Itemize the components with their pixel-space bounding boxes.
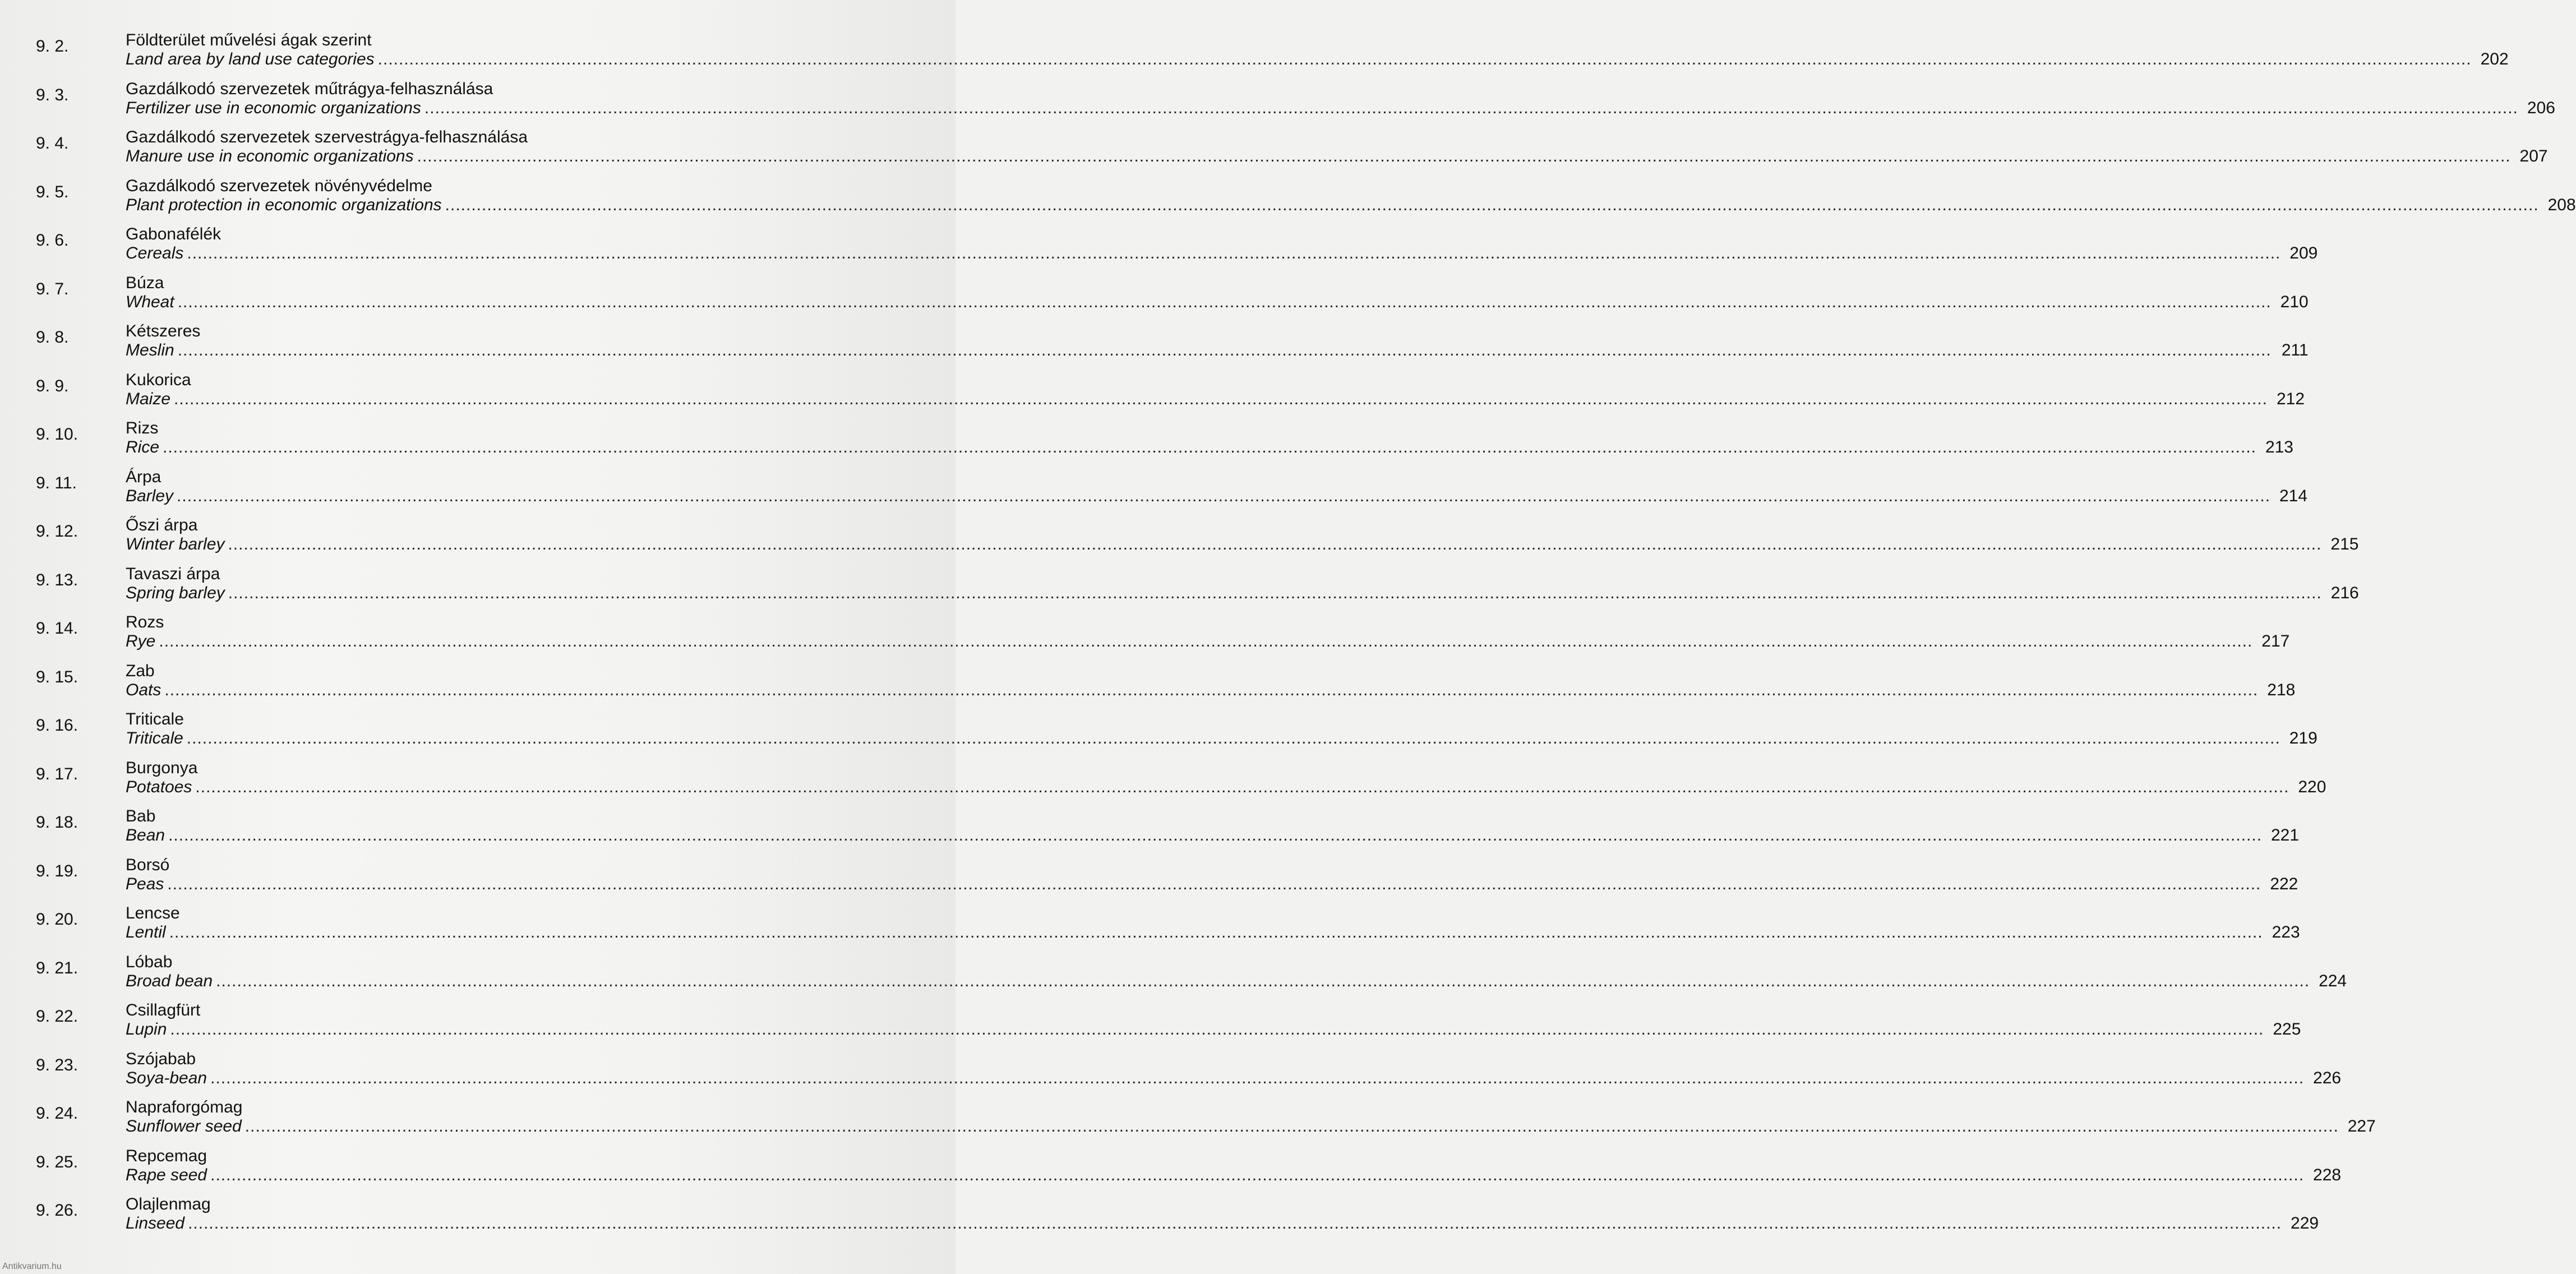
toc-entry-title-hungarian: Rizs [126, 419, 159, 437]
toc-entry [36, 659, 2296, 708]
toc-entry-page-number: 210 [2280, 292, 2309, 311]
toc-entry [36, 319, 2309, 368]
toc-entry-title-english: Fertilizer use in economic organizations [126, 98, 421, 117]
toc-entry-title-hungarian: Csillagfürt [126, 1001, 201, 1019]
toc-entry-page-number: 209 [2289, 244, 2318, 262]
toc-entry-title-hungarian: Lencse [126, 904, 180, 922]
toc-entry-title-hungarian: Triticale [126, 710, 184, 728]
toc-entry-title-hungarian: Lóbab [126, 952, 173, 971]
toc-entry-page-number: 212 [2276, 389, 2305, 408]
toc-entry-english-line [126, 971, 2347, 991]
dot-leader: ................................................................................................................................................................................................................................................................................................................................................................................................................ [187, 244, 2281, 262]
dot-leader: ................................................................................................................................................................................................................................................................................................................................................................................................................ [159, 632, 2253, 650]
toc-entry-english-line [126, 680, 2296, 700]
toc-entry-english-line [126, 583, 2359, 603]
toc-entry-title-english: Wheat [126, 292, 174, 311]
toc-entry-english-line [126, 1213, 2319, 1234]
toc-entry-title-english: Meslin [126, 341, 174, 359]
dot-leader: ................................................................................................................................................................................................................................................................................................................................................................................................................ [186, 729, 2280, 747]
toc-entry-page-number: 221 [2271, 826, 2300, 844]
toc-entry-title-hungarian: Olajlenmag [126, 1195, 211, 1213]
toc-entry-english-line [126, 389, 2305, 409]
toc-entry-english-line [126, 98, 2555, 118]
toc-entry-page-number: 216 [2330, 583, 2359, 602]
dot-leader: ................................................................................................................................................................................................................................................................................................................................................................................................................ [417, 147, 2511, 165]
toc-entry-page-number: 207 [2519, 147, 2548, 165]
toc-entry-english-line [126, 340, 2309, 361]
toc-entry-title-hungarian: Gazdálkodó szervezetek növényvédelme [126, 176, 432, 195]
toc-entry-english-line [126, 243, 2318, 264]
dot-leader: ................................................................................................................................................................................................................................................................................................................................................................................................................ [170, 1020, 2264, 1038]
toc-entry-title-english: Land area by land use categories [126, 50, 375, 68]
toc-entry-english-line [126, 874, 2298, 894]
toc-entry-english-line [126, 437, 2293, 458]
toc-entry-title-hungarian: Burgonya [126, 758, 198, 777]
toc-entry [36, 998, 2301, 1047]
toc-entry-english-line [126, 777, 2326, 797]
dot-leader: ................................................................................................................................................................................................................................................................................................................................................................................................................ [177, 486, 2271, 505]
toc-entry [36, 1047, 2342, 1096]
toc-entry-number: 9. 2. [36, 37, 69, 56]
toc-entry [36, 901, 2300, 950]
toc-entry-title-hungarian: Repcemag [126, 1146, 207, 1165]
toc-entry-title-english: Manure use in economic organizations [126, 147, 414, 165]
dot-leader: ................................................................................................................................................................................................................................................................................................................................................................................................................ [216, 971, 2310, 990]
toc-entry-english-line [126, 534, 2359, 555]
toc-entry-title-hungarian: Bab [126, 807, 156, 825]
toc-entry-number: 9. 23. [36, 1055, 79, 1074]
toc-entry [36, 28, 2509, 77]
toc-entry-number: 9. 14. [36, 619, 79, 638]
dot-leader: ................................................................................................................................................................................................................................................................................................................................................................................................................ [210, 1165, 2305, 1184]
dot-leader: ................................................................................................................................................................................................................................................................................................................................................................................................................ [244, 1117, 2339, 1135]
toc-entry-title-hungarian: Szójabab [126, 1049, 196, 1068]
toc-entry-page-number: 215 [2330, 535, 2359, 553]
toc-entry-number: 9. 11. [36, 473, 77, 492]
toc-entry-title-english: Spring barley [126, 583, 225, 602]
toc-entry-english-line [126, 1068, 2342, 1088]
toc-entry-page-number: 211 [2281, 341, 2309, 359]
toc-entry-number: 9. 5. [36, 182, 69, 201]
toc-entry-english-line [126, 1019, 2301, 1040]
toc-entry-title-english: Broad bean [126, 971, 213, 990]
toc-entry-title-english: Rape seed [126, 1165, 207, 1184]
toc-entry-english-line [126, 486, 2308, 506]
toc-entry-page-number: 225 [2273, 1020, 2301, 1038]
toc-entry [36, 950, 2347, 999]
toc-entry-page-number: 223 [2272, 923, 2300, 941]
toc-entry-title-english: Bean [126, 826, 165, 844]
toc-entry-english-line [126, 195, 2576, 215]
toc-entry-title-hungarian: Tavaszi árpa [126, 564, 220, 583]
toc-entry [36, 77, 2555, 126]
toc-entry-page-number: 218 [2267, 680, 2296, 699]
toc-entry [36, 368, 2305, 417]
toc-entry-number: 9. 18. [36, 813, 79, 832]
toc-entry-title-hungarian: Földterület művelési ágak szerint [126, 31, 372, 49]
toc-entry-number: 9. 15. [36, 667, 79, 686]
toc-entry-title-english: Oats [126, 680, 161, 699]
table-of-contents [36, 28, 2576, 1241]
toc-entry [36, 1095, 2376, 1144]
toc-entry-title-english: Plant protection in economic organizations [126, 195, 442, 214]
toc-entry-title-english: Barley [126, 486, 174, 505]
toc-entry-english-line [126, 292, 2309, 312]
toc-entry-number: 9. 20. [36, 910, 79, 929]
toc-entry-english-line [126, 146, 2548, 167]
toc-entry-number: 9. 6. [36, 231, 69, 250]
dot-leader: ................................................................................................................................................................................................................................................................................................................................................................................................................ [445, 195, 2539, 214]
toc-entry-title-hungarian: Rozs [126, 613, 164, 631]
dot-leader: ................................................................................................................................................................................................................................................................................................................................................................................................................ [228, 583, 2322, 602]
dot-leader: ................................................................................................................................................................................................................................................................................................................................................................................................................ [174, 389, 2268, 408]
toc-entry-number: 9. 22. [36, 1007, 79, 1026]
toc-entry [36, 804, 2300, 853]
toc-entry-title-english: Sunflower seed [126, 1117, 242, 1135]
toc-entry-page-number: 219 [2289, 729, 2318, 747]
toc-entry-page-number: 222 [2270, 874, 2298, 893]
toc-entry [36, 465, 2308, 514]
toc-entry-title-english: Soya-bean [126, 1068, 207, 1087]
toc-entry-title-hungarian: Gazdálkodó szervezetek műtrágya-felhasználása [126, 79, 493, 98]
toc-entry-title-english: Peas [126, 874, 164, 893]
toc-entry-number: 9. 16. [36, 716, 79, 735]
toc-entry-title-hungarian: Napraforgómag [126, 1098, 243, 1116]
toc-entry [36, 562, 2359, 611]
toc-entry-page-number: 206 [2527, 98, 2555, 117]
toc-entry-title-english: Potatoes [126, 777, 192, 796]
toc-entry [36, 610, 2290, 659]
dot-leader: ................................................................................................................................................................................................................................................................................................................................................................................................................ [169, 923, 2263, 941]
dot-leader: ................................................................................................................................................................................................................................................................................................................................................................................................................ [424, 98, 2518, 117]
toc-entry-page-number: 202 [2480, 50, 2509, 68]
toc-entry-number: 9. 3. [36, 85, 69, 104]
toc-entry-number: 9. 26. [36, 1201, 79, 1220]
toc-entry-page-number: 220 [2298, 777, 2326, 796]
toc-entry-page-number: 224 [2319, 971, 2347, 990]
toc-entry [36, 853, 2298, 902]
toc-entry-english-line [126, 1165, 2342, 1185]
toc-entry-english-line [126, 631, 2290, 652]
toc-entry [36, 756, 2326, 805]
toc-entry-page-number: 213 [2265, 438, 2293, 456]
toc-entry-title-english: Winter barley [126, 535, 225, 553]
toc-entry-number: 9. 21. [36, 958, 79, 977]
dot-leader: ................................................................................................................................................................................................................................................................................................................................................................................................................ [377, 50, 2472, 68]
toc-entry-page-number: 214 [2279, 486, 2308, 505]
toc-entry [36, 1192, 2319, 1241]
toc-entry-title-english: Lupin [126, 1020, 167, 1038]
dot-leader: ................................................................................................................................................................................................................................................................................................................................................................................................................ [164, 680, 2259, 699]
toc-entry-number: 9. 9. [36, 376, 69, 395]
toc-entry-english-line [126, 728, 2318, 749]
toc-entry-title-hungarian: Gazdálkodó szervezetek szervestrágya-felhasználása [126, 128, 528, 146]
toc-entry-number: 9. 17. [36, 764, 79, 783]
toc-entry [36, 707, 2318, 756]
toc-entry-number: 9. 4. [36, 134, 69, 153]
toc-entry [36, 222, 2318, 271]
dot-leader: ................................................................................................................................................................................................................................................................................................................................................................................................................ [177, 292, 2272, 311]
watermark: Antikvarium.hu [2, 1262, 62, 1271]
toc-entry-number: 9. 7. [36, 279, 69, 298]
toc-entry-page-number: 226 [2313, 1068, 2342, 1087]
toc-entry-english-line [126, 922, 2300, 943]
dot-leader: ................................................................................................................................................................................................................................................................................................................................................................................................................ [163, 438, 2256, 456]
toc-entry-number: 9. 19. [36, 861, 79, 880]
toc-entry-title-english: Cereals [126, 244, 184, 262]
toc-entry-title-hungarian: Árpa [126, 467, 161, 486]
dot-leader: ................................................................................................................................................................................................................................................................................................................................................................................................................ [177, 341, 2272, 359]
dot-leader: ................................................................................................................................................................................................................................................................................................................................................................................................................ [188, 1214, 2282, 1233]
toc-entry-page-number: 217 [2261, 632, 2290, 650]
toc-entry-title-english: Triticale [126, 729, 183, 747]
toc-entry-page-number: 229 [2291, 1214, 2319, 1233]
toc-entry-title-hungarian: Kétszeres [126, 322, 201, 340]
dot-leader: ................................................................................................................................................................................................................................................................................................................................................................................................................ [167, 874, 2261, 893]
toc-entry-number: 9. 25. [36, 1152, 79, 1171]
toc-entry-title-english: Maize [126, 389, 171, 408]
toc-entry-title-hungarian: Őszi árpa [126, 516, 198, 534]
toc-entry-number: 9. 13. [36, 570, 79, 589]
toc-entry [36, 1144, 2342, 1193]
toc-entry [36, 125, 2548, 174]
toc-entry [36, 513, 2359, 562]
toc-entry-title-hungarian: Búza [126, 273, 164, 292]
toc-entry-page-number: 227 [2347, 1117, 2376, 1135]
toc-entry-number: 9. 8. [36, 328, 69, 347]
toc-entry-number: 9. 12. [36, 522, 79, 541]
toc-entry-page-number: 208 [2547, 195, 2576, 214]
toc-entry-title-hungarian: Gabonafélék [126, 225, 221, 243]
toc-entry-english-line [126, 1116, 2376, 1137]
toc-entry-title-english: Rye [126, 632, 156, 650]
toc-entry-title-hungarian: Kukorica [126, 370, 191, 389]
toc-entry-number: 9. 24. [36, 1104, 79, 1123]
toc-entry-title-english: Rice [126, 438, 160, 456]
toc-entry-english-line [126, 49, 2509, 70]
dot-leader: ................................................................................................................................................................................................................................................................................................................................................................................................................ [210, 1068, 2305, 1087]
toc-entry-title-hungarian: Zab [126, 661, 155, 680]
toc-entry [36, 271, 2309, 320]
toc-entry [36, 416, 2293, 465]
toc-entry-english-line [126, 825, 2300, 846]
toc-entry-title-hungarian: Borsó [126, 855, 170, 874]
toc-entry-page-number: 228 [2313, 1165, 2342, 1184]
toc-entry-title-english: Lentil [126, 923, 166, 941]
dot-leader: ................................................................................................................................................................................................................................................................................................................................................................................................................ [195, 777, 2289, 796]
toc-entry [36, 174, 2576, 223]
dot-leader: ................................................................................................................................................................................................................................................................................................................................................................................................................ [168, 826, 2263, 844]
dot-leader: ................................................................................................................................................................................................................................................................................................................................................................................................................ [228, 535, 2322, 553]
toc-entry-title-english: Linseed [126, 1214, 185, 1233]
toc-entry-number: 9. 10. [36, 425, 79, 444]
